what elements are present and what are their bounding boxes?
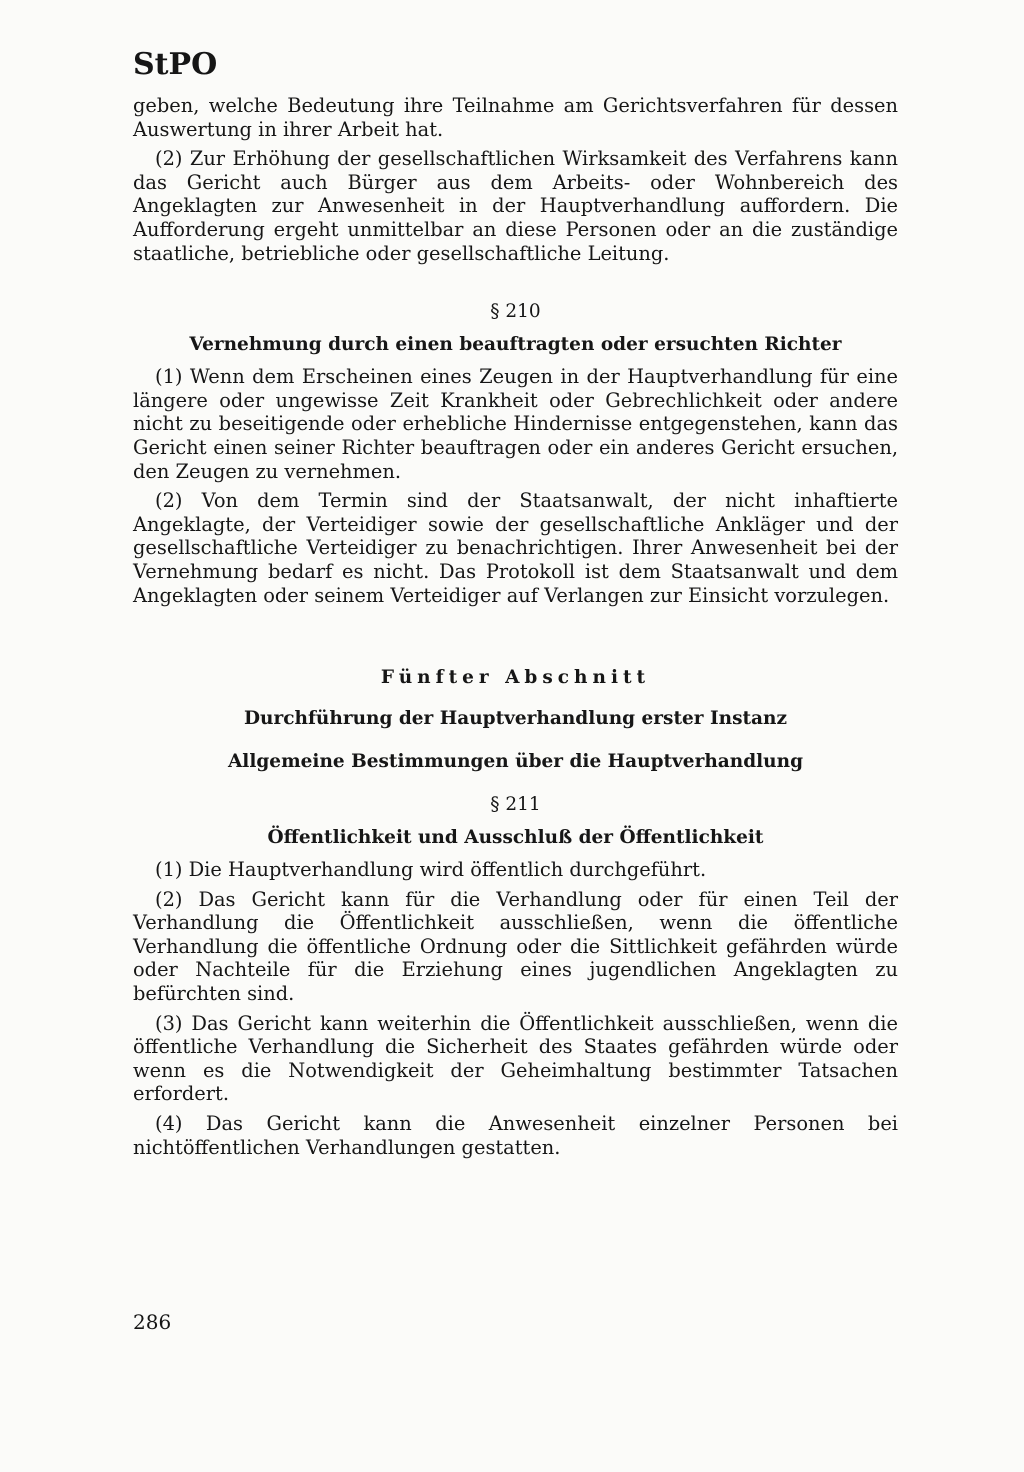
section-211-number: § 211 — [490, 794, 541, 816]
section-210-paragraph-2: (2) Von dem Termin sind der Staatsanwalt, der nicht inhaftierte Angeklagte, der Verteidiger sowie der gesellschaftliche Ankläger und der gesellschaftliche Verteidiger zu benachrichtigen. Ihrer Anwesenheit bei der Vernehmung bedarf es nicht. Das Protokoll ist dem Staatsanwalt und dem Angeklagten oder seinem Verteidiger auf Verlangen zur Einsicht vorzulegen. — [133, 489, 898, 607]
section-211-title: Öffentlichkeit und Ausschluß der Öffentlichkeit — [267, 827, 764, 849]
section-211-paragraph-3: (3) Das Gericht kann weiterhin die Öffentlichkeit ausschließen, wenn die öffentliche Verhandlung die Sicherheit des Staates gefährden würde oder wenn es die Notwendigkeit der Geheimhaltung bestimmter Tatsachen erfordert. — [133, 1011, 898, 1106]
section-211-paragraph-1: (1) Die Hauptverhandlung wird öffentlich durchgeführt. — [155, 858, 707, 882]
section-210-title: Vernehmung durch einen beauftragten oder ersuchten Richter — [189, 334, 842, 356]
section-211-paragraph-2: (2) Das Gericht kann für die Verhandlung oder für einen Teil der Verhandlung die Öffentlichkeit ausschließen, wenn die öffentliche Verhandlung die öffentliche Ordnung oder die Sittlichkeit gefährden würde oder Nachteile für die Erziehung eines jugendlichen Angeklagten zu befürchten sind. — [133, 887, 898, 1006]
section-210-paragraph-1: (1) Wenn dem Erscheinen eines Zeugen in der Hauptverhandlung für eine längere oder ungewisse Zeit Krankheit oder Gebrechlichkeit oder andere nicht zu beseitigende oder erhebliche Hindernisse entgegenstehen, kann das Gericht einen seiner Richter beauftragen oder ein anderes Gericht ersuchen, den Zeugen zu vernehmen. — [133, 365, 898, 483]
intro-paragraph-1: geben, welche Bedeutung ihre Teilnahme am Gerichtsverfahren für dessen Auswertung in ihrer Arbeit hat. — [133, 94, 898, 141]
running-head: StPO — [133, 47, 218, 82]
chapter-title: Fünfter Abschnitt — [380, 667, 651, 689]
section-211-paragraph-4: (4) Das Gericht kann die Anwesenheit einzelner Personen bei nichtöffentlichen Verhandlungen gestatten. — [133, 1112, 898, 1159]
chapter-subsubtitle: Allgemeine Bestimmungen über die Hauptverhandlung — [227, 751, 804, 773]
page-number: 286 — [133, 1310, 172, 1334]
document-page — [133, 47, 898, 1165]
chapter-subtitle: Durchführung der Hauptverhandlung erster Instanz — [244, 708, 787, 730]
section-210-number: § 210 — [490, 301, 541, 323]
intro-paragraph-2: (2) Zur Erhöhung der gesellschaftlichen Wirksamkeit des Verfahrens kann das Gericht auch Bürger aus dem Arbeits- oder Wohnbereich des Angeklagten zur Anwesenheit in der Hauptverhandlung auffordern. Die Aufforderung ergeht unmittelbar an diese Personen oder an die zuständige staatliche, betriebliche oder gesellschaftliche Leitung. — [133, 147, 898, 265]
